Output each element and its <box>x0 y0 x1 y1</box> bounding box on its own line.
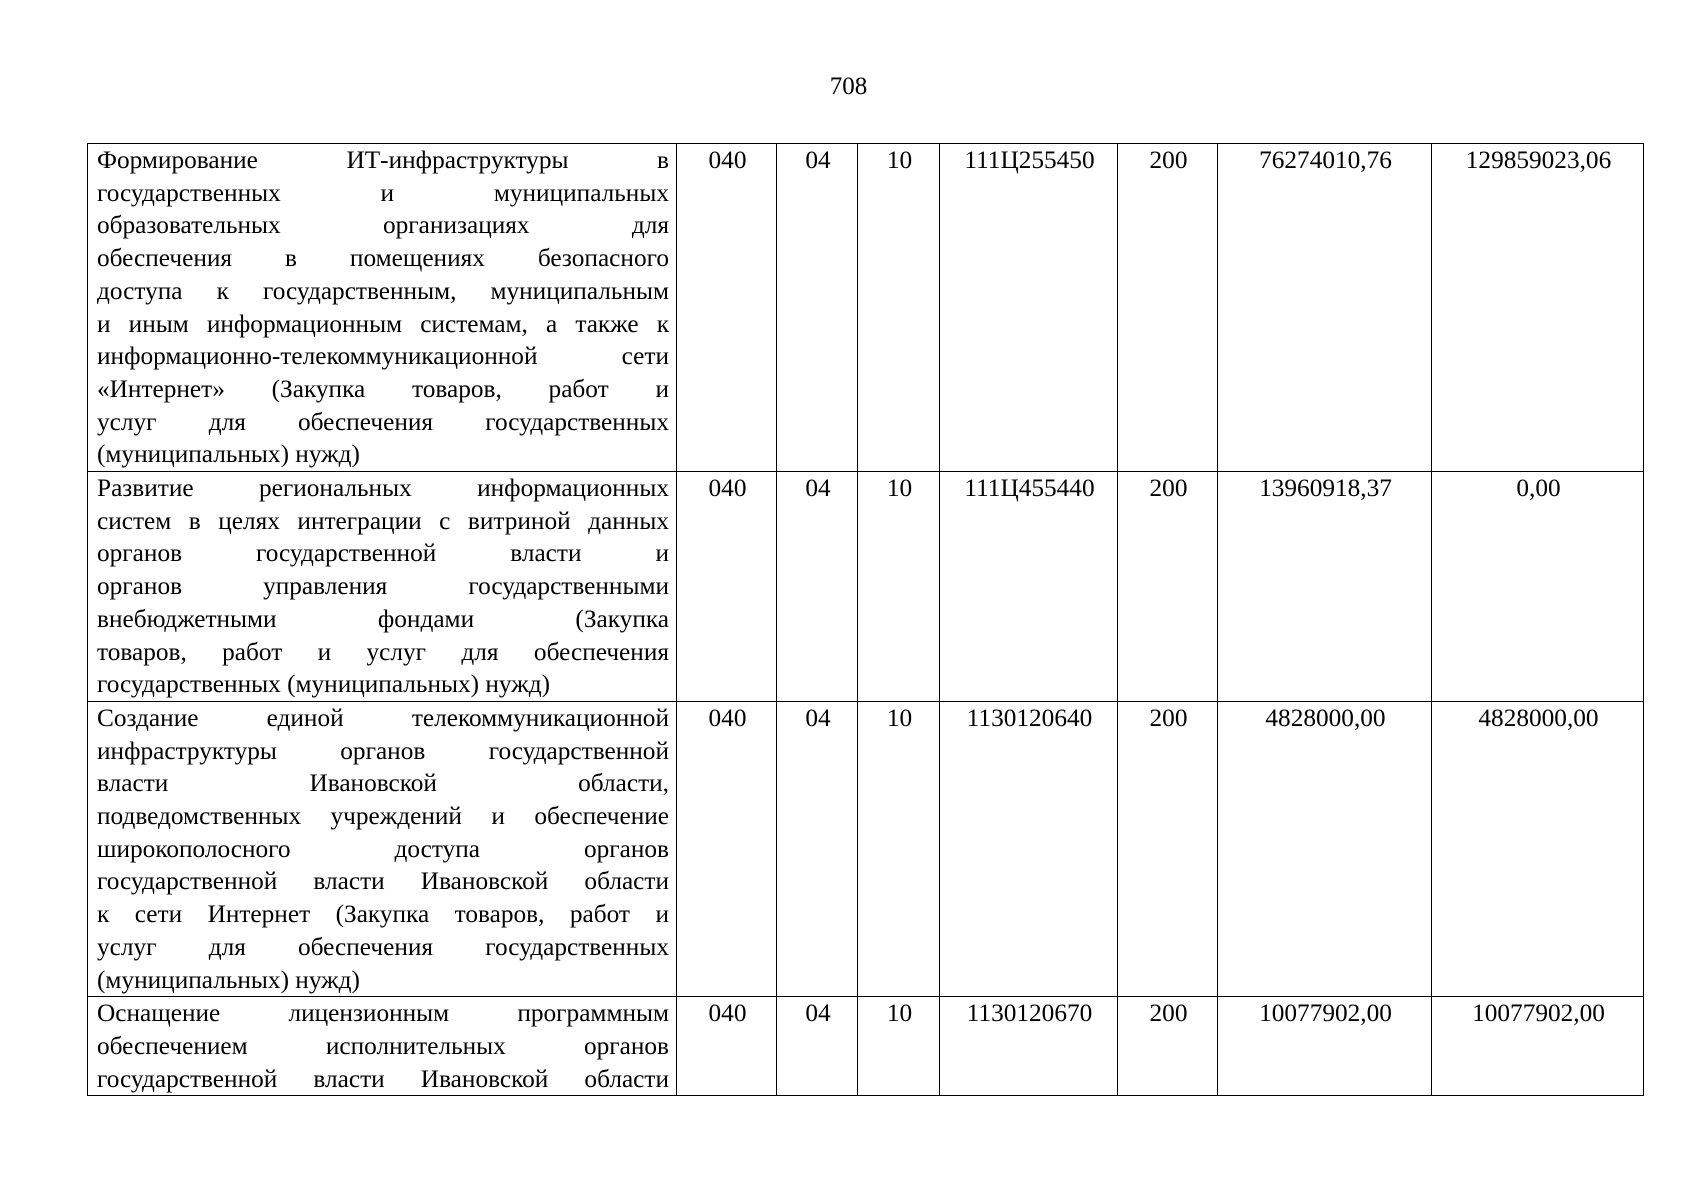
budget-table <box>87 143 1644 1096</box>
description-line: органов государственной власти и <box>97 539 669 568</box>
subsection-code: 10 <box>858 472 940 702</box>
description-line: к сети Интернет (Закупка товаров, работ и <box>97 900 669 929</box>
description-line: инфраструктуры органов государственной <box>97 736 669 765</box>
description-cell <box>88 472 677 702</box>
section-code: 04 <box>777 997 858 1096</box>
description-line: органов управления государственными <box>97 572 669 601</box>
description-cell <box>88 144 677 472</box>
sum-1: 13960918,37 <box>1218 472 1432 702</box>
description-line: Создание единой телекоммуникационной <box>97 703 669 732</box>
section-code: 04 <box>777 144 858 472</box>
description-line: внебюджетными фондами (Закупка <box>97 604 669 633</box>
target-article-code: 1130120640 <box>940 701 1118 996</box>
sum-1: 10077902,00 <box>1218 997 1432 1096</box>
subsection-code: 10 <box>858 144 940 472</box>
description-line: Развитие региональных информационных <box>97 474 669 503</box>
table-row <box>88 472 1644 702</box>
description-line: государственной власти Ивановской области <box>97 867 669 896</box>
subsection-code: 10 <box>858 997 940 1096</box>
description-line: (муниципальных) нужд) <box>97 965 360 994</box>
ministry-code: 040 <box>677 701 777 996</box>
table-row <box>88 701 1644 996</box>
subsection-code: 10 <box>858 701 940 996</box>
section-code: 04 <box>777 472 858 702</box>
description-line: товаров, работ и услуг для обеспечения <box>97 637 669 666</box>
table-row <box>88 144 1644 472</box>
description-line: подведомственных учреждений и обеспечение <box>97 802 669 831</box>
sum-1: 76274010,76 <box>1218 144 1432 472</box>
description-cell <box>88 701 677 996</box>
description-line: Оснащение лицензионным программным <box>97 999 669 1028</box>
expense-type-code: 200 <box>1118 144 1218 472</box>
table-row <box>88 997 1644 1096</box>
description-line: государственных и муниципальных <box>97 178 669 207</box>
description-line: Формирование ИТ-инфраструктуры в <box>97 146 669 174</box>
expense-type-code: 200 <box>1118 997 1218 1096</box>
ministry-code: 040 <box>677 472 777 702</box>
description-line: (муниципальных) нужд) <box>97 440 360 469</box>
sum-2: 0,00 <box>1432 472 1644 702</box>
sum-2: 4828000,00 <box>1432 701 1644 996</box>
target-article-code: 1130120670 <box>940 997 1118 1096</box>
description-line: обеспечением исполнительных органов <box>97 1031 669 1060</box>
sum-1: 4828000,00 <box>1218 701 1432 996</box>
page-number: 708 <box>829 73 868 100</box>
description-line: и иным информационным системам, а также к <box>97 309 669 338</box>
description-line: обеспечения в помещениях безопасного <box>97 244 669 273</box>
description-line: систем в целях интеграции с витриной данных <box>97 506 669 535</box>
description-line: образовательных организациях для <box>97 211 669 240</box>
description-line: государственных (муниципальных) нужд) <box>97 670 551 699</box>
expense-type-code: 200 <box>1118 701 1218 996</box>
description-line: услуг для обеспечения государственных <box>97 407 669 436</box>
sum-2: 10077902,00 <box>1432 997 1644 1096</box>
section-code: 04 <box>777 701 858 996</box>
sum-2: 129859023,06 <box>1432 144 1644 472</box>
description-line: информационно-телекоммуникационной сети <box>97 342 669 371</box>
target-article-code: 111Ц455440 <box>940 472 1118 702</box>
ministry-code: 040 <box>677 144 777 472</box>
description-line: «Интернет» (Закупка товаров, работ и <box>97 374 669 403</box>
description-line: услуг для обеспечения государственных <box>97 932 669 961</box>
ministry-code: 040 <box>677 997 777 1096</box>
description-line: государственной власти Ивановской области <box>97 1064 669 1093</box>
expense-type-code: 200 <box>1118 472 1218 702</box>
target-article-code: 111Ц255450 <box>940 144 1118 472</box>
description-line: власти Ивановской области, <box>97 769 669 798</box>
description-line: широкополосного доступа органов <box>97 834 669 863</box>
description-cell <box>88 997 677 1096</box>
description-line: доступа к государственным, муниципальным <box>97 276 669 305</box>
